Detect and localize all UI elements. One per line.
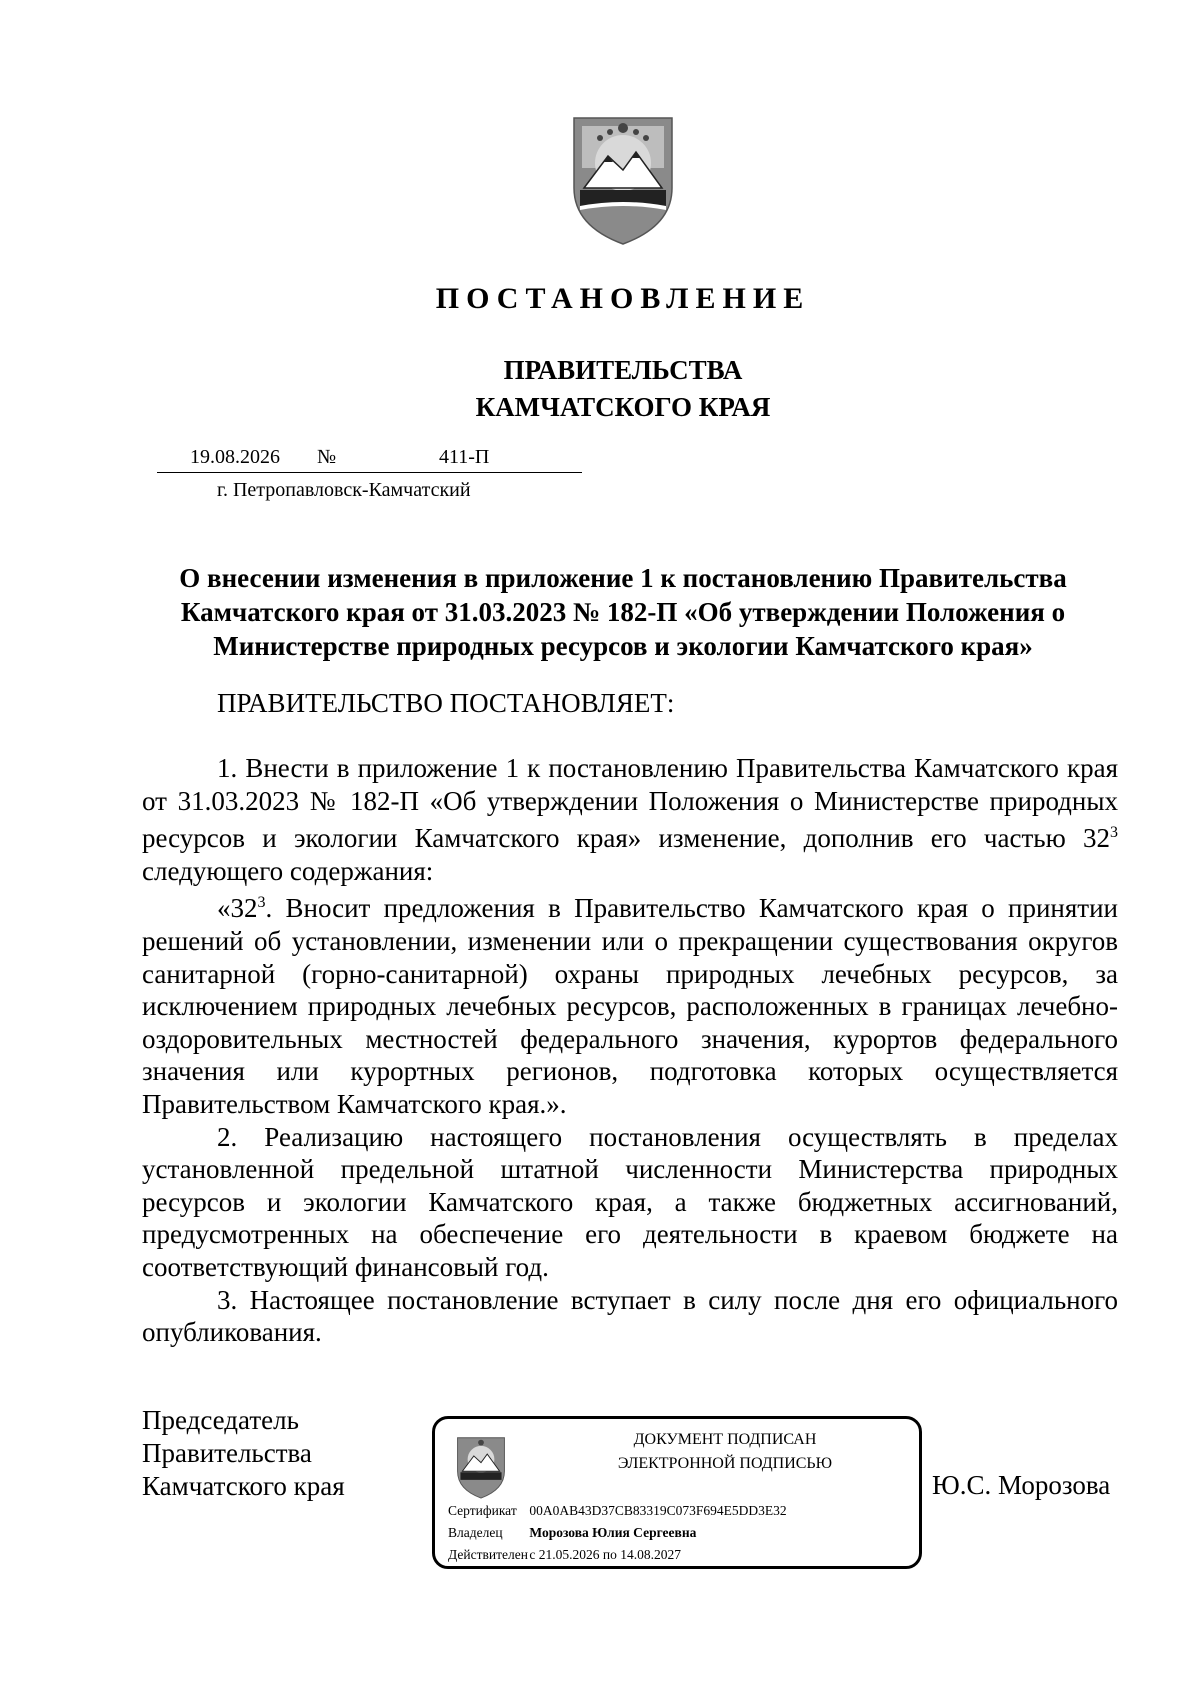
registration-line <box>157 446 582 473</box>
document-date: 19.08.2026 <box>190 446 280 468</box>
issuing-authority: ПРАВИТЕЛЬСТВА КАМЧАТСКОГО КРАЯ <box>475 355 771 422</box>
stamp-coat-of-arms-icon <box>453 1433 509 1499</box>
document-type: ПОСТАНОВЛЕНИЕ <box>435 282 811 315</box>
paragraph-1: 1. Внести в приложение 1 к постановлению Правительства Камчатского края от 31.03.2023 № 182-П «Об утверждении Положения о Министерстве природных ресурсов и экологии Камчатского края» изменение, дополнив его частью $32^3$ следующего содержания: <box>142 753 1118 886</box>
document-number: 411-П <box>439 446 490 468</box>
paragraph-3: 3. Настоящее постановление вступает в силу после дня его официального опубликования. <box>142 1284 1118 1348</box>
stamp-validity-row: Действителен с 21.05.2026 по 14.08.2027 <box>448 1547 681 1562</box>
electronic-signature-stamp <box>432 1416 922 1569</box>
stamp-heading-2: ЭЛЕКТРОННОЙ ПОДПИСЬЮ <box>617 1455 833 1472</box>
stamp-owner-row: Владелец Морозова Юлия Сергеевна <box>448 1525 697 1540</box>
certificate-owner: Морозова Юлия Сергеевна <box>529 1525 697 1540</box>
document-body <box>142 752 1118 1349</box>
certificate-validity: с 21.05.2026 по 14.08.2027 <box>529 1547 681 1562</box>
paragraph-2: 2. Реализацию настоящего постановления осуществлять в пределах установленной предельной штатной численности Министерства природных ресурсов и экологии Камчатского края, а также бюджетных ассигнований, предусмотренных на обеспечение его деятельности в краевом бюджете на соответствующий финансовый год. <box>142 1121 1118 1282</box>
paragraph-quote: «$32^3$. Вносит предложения в Правительство Камчатского края о принятии решений об установлении, изменении или о прекращении существования округов санитарной (горно-санитарной) охраны природных лечебных ресурсов, за исключением природных лечебных ресурсов, расположенных в границах лечебно-оздоровительных местностей федерального значения, курортов федерального значения или курортных регионов, подготовка которых осуществляется Правительством Камчатского края.». <box>142 893 1118 1119</box>
issue-city: г. Петропавловск-Камчатский <box>217 479 471 501</box>
signatory-name: Ю.С. Морозова <box>932 1470 1111 1500</box>
document-title: О внесении изменения в приложение 1 к постановлению Правительства Камчатского края от 31.03.2023 № 182-П «Об утверждении Положения о Министерстве природных ресурсов и экологии Камчатского края» <box>179 563 1067 661</box>
certificate-number: 00A0AB43D37CB83319C073F694E5DD3E32 <box>529 1503 787 1518</box>
decrees-heading: ПРАВИТЕЛЬСТВО ПОСТАНОВЛЯЕТ: <box>217 688 675 718</box>
stamp-certificate-row: Сертификат 00A0AB43D37CB83319C073F694E5DD3E32 <box>448 1503 787 1518</box>
signatory-position: Председатель Правительства Камчатского края <box>142 1405 345 1501</box>
stamp-heading-1: ДОКУМЕНТ ПОДПИСАН <box>633 1431 817 1448</box>
number-sign: № <box>317 446 337 468</box>
coat-of-arms-icon <box>570 108 676 246</box>
